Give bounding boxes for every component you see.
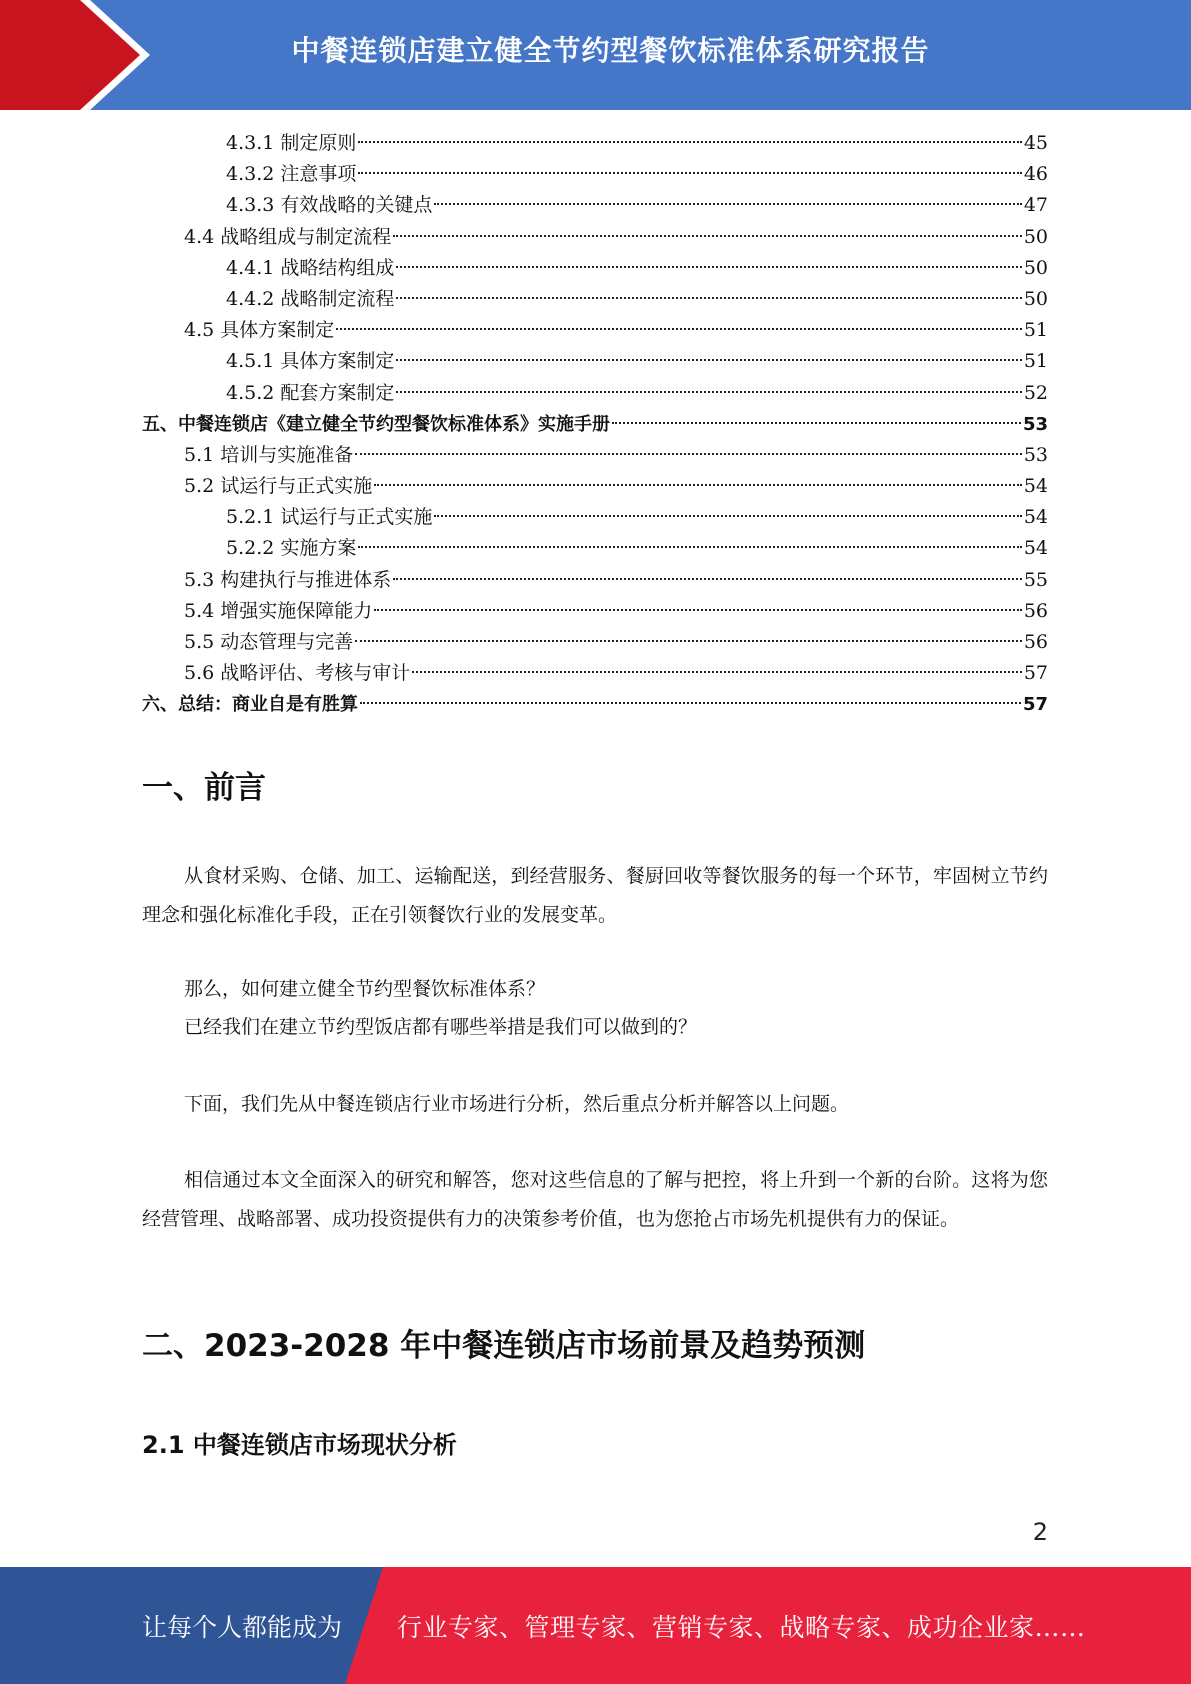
toc-entry[interactable] — [142, 222, 1048, 253]
toc-entry-page: 54 — [1023, 475, 1048, 498]
preface-paragraph-2: 那么，如何建立健全节约型餐饮标准体系？ — [184, 978, 546, 1000]
toc-entry-page: 56 — [1023, 599, 1048, 622]
document-title: 中餐连锁店建立健全节约型餐饮标准体系研究报告 — [291, 34, 930, 67]
toc-dot-leader — [396, 266, 1021, 268]
toc-entry[interactable] — [142, 128, 1048, 159]
toc-dot-leader — [360, 702, 1021, 704]
preface-paragraph-4: 下面，我们先从中餐连锁店行业市场进行分析，然后重点分析并解答以上问题。 — [184, 1093, 850, 1115]
toc-entry-label: 六、总结：商业自是有胜算 — [142, 694, 358, 716]
toc-dot-leader — [396, 391, 1021, 393]
toc-dot-leader — [374, 484, 1022, 486]
toc-entry-label: 5.5 动态管理与完善 — [184, 631, 354, 653]
toc-entry[interactable] — [142, 689, 1048, 720]
toc-entry-label: 4.3.3 有效战略的关键点 — [226, 194, 433, 217]
toc-entry-label: 4.5.2 配套方案制定 — [226, 381, 395, 404]
toc-entry[interactable] — [142, 502, 1048, 533]
toc-entry-label: 5.2 试运行与正式实施 — [184, 475, 373, 498]
footer-banner — [0, 1567, 1191, 1684]
toc-entry[interactable] — [142, 159, 1048, 190]
subsection-heading-market-status: 2.1 中餐连锁店市场现状分析 — [142, 1431, 457, 1459]
preface-paragraph-3: 已经我们在建立节约型饭店都有哪些举措是我们可以做到的？ — [184, 1016, 698, 1038]
toc-entry-label: 4.4.2 战略制定流程 — [226, 287, 395, 310]
toc-dot-leader — [612, 422, 1021, 424]
toc-entry-page: 52 — [1023, 381, 1048, 404]
toc-entry[interactable] — [142, 658, 1048, 689]
section-heading-market-outlook: 二、2023-2028 年中餐连锁店市场前景及趋势预测 — [142, 1328, 866, 1364]
toc-entry[interactable] — [142, 253, 1048, 284]
toc-entry[interactable] — [142, 565, 1048, 596]
toc-entry[interactable] — [142, 284, 1048, 315]
toc-entry-page: 54 — [1023, 537, 1048, 560]
section-heading-preface: 一、前言 — [142, 770, 266, 806]
toc-entry-page: 55 — [1023, 568, 1048, 591]
toc-dot-leader — [355, 453, 1022, 455]
toc-dot-leader — [358, 172, 1021, 174]
toc-entry-page: 47 — [1023, 194, 1048, 217]
toc-entry[interactable] — [142, 190, 1048, 221]
toc-dot-leader — [358, 141, 1021, 143]
toc-entry[interactable] — [142, 378, 1048, 409]
toc-entry[interactable] — [142, 315, 1048, 346]
toc-entry-label: 5.2.2 实施方案 — [226, 537, 357, 560]
toc-entry-page: 53 — [1023, 443, 1048, 466]
toc-dot-leader — [355, 640, 1022, 642]
toc-dot-leader — [434, 203, 1021, 205]
footer-slogan-right: 行业专家、管理专家、营销专家、战略专家、成功企业家…… — [397, 1612, 1086, 1642]
toc-dot-leader — [393, 235, 1022, 237]
toc-entry-page: 45 — [1023, 132, 1048, 154]
toc-entry-label: 5.2.1 试运行与正式实施 — [226, 506, 433, 529]
toc-entry-page: 53 — [1022, 413, 1048, 435]
toc-entry[interactable] — [142, 596, 1048, 627]
header-banner — [0, 0, 1191, 110]
toc-dot-leader — [393, 578, 1022, 580]
toc-entry-page: 50 — [1023, 225, 1048, 248]
toc-entry[interactable] — [142, 627, 1048, 658]
toc-entry-page: 57 — [1022, 694, 1048, 716]
toc-entry[interactable] — [142, 346, 1048, 377]
toc-entry-label: 五、中餐连锁店《建立健全节约型餐饮标准体系》实施手册 — [142, 413, 610, 435]
toc-entry-page: 46 — [1023, 163, 1048, 186]
toc-entry-page: 54 — [1023, 506, 1048, 529]
toc-entry-label: 4.4 战略组成与制定流程 — [184, 225, 392, 248]
toc-dot-leader — [336, 328, 1022, 330]
toc-entry-label: 4.5.1 具体方案制定 — [226, 350, 395, 373]
toc-dot-leader — [396, 297, 1021, 299]
footer-slogan-left: 让每个人都能成为 — [142, 1612, 343, 1642]
toc-dot-leader — [358, 546, 1021, 548]
toc-entry-label: 4.3.1 制定原则 — [226, 132, 357, 154]
toc-entry-label: 4.3.2 注意事项 — [226, 163, 357, 186]
toc-entry-page: 51 — [1023, 319, 1048, 342]
page-number: 2 — [1032, 1518, 1048, 1546]
toc-entry-label: 5.1 培训与实施准备 — [184, 443, 354, 466]
toc-entry[interactable] — [142, 471, 1048, 502]
toc-entry-page: 57 — [1023, 662, 1048, 685]
toc-entry-page: 51 — [1023, 350, 1048, 373]
toc-entry[interactable] — [142, 533, 1048, 564]
toc-entry-label: 5.3 构建执行与推进体系 — [184, 568, 392, 591]
toc-entry-page: 50 — [1023, 287, 1048, 310]
toc-dot-leader — [374, 609, 1022, 611]
preface-paragraph-5: 相信通过本文全面深入的研究和解答，您对这些信息的了解与把控，将上升到一个新的台阶。这将为您经营管理、战略部署、成功投资提供有力的决策参考价值，也为您抢占市场先机提供有力的保证。 — [142, 1169, 1048, 1230]
toc-entry-page: 56 — [1023, 631, 1048, 653]
table-of-contents — [142, 128, 1048, 721]
toc-dot-leader — [396, 359, 1021, 361]
toc-entry-page: 50 — [1023, 256, 1048, 279]
preface-paragraph-1: 从食材采购、仓储、加工、运输配送，到经营服务、餐厨回收等餐饮服务的每一个环节，牢固树立节约理念和强化标准化手段，正在引领餐饮行业的发展变革。 — [142, 865, 1048, 926]
toc-entry[interactable] — [142, 440, 1048, 471]
toc-entry-label: 4.4.1 战略结构组成 — [226, 256, 395, 279]
toc-entry-label: 4.5 具体方案制定 — [184, 319, 335, 342]
toc-entry[interactable] — [142, 409, 1048, 440]
toc-entry-label: 5.4 增强实施保障能力 — [184, 599, 373, 622]
toc-dot-leader — [434, 515, 1021, 517]
toc-entry-label: 5.6 战略评估、考核与审计 — [184, 662, 411, 685]
toc-dot-leader — [412, 671, 1022, 673]
